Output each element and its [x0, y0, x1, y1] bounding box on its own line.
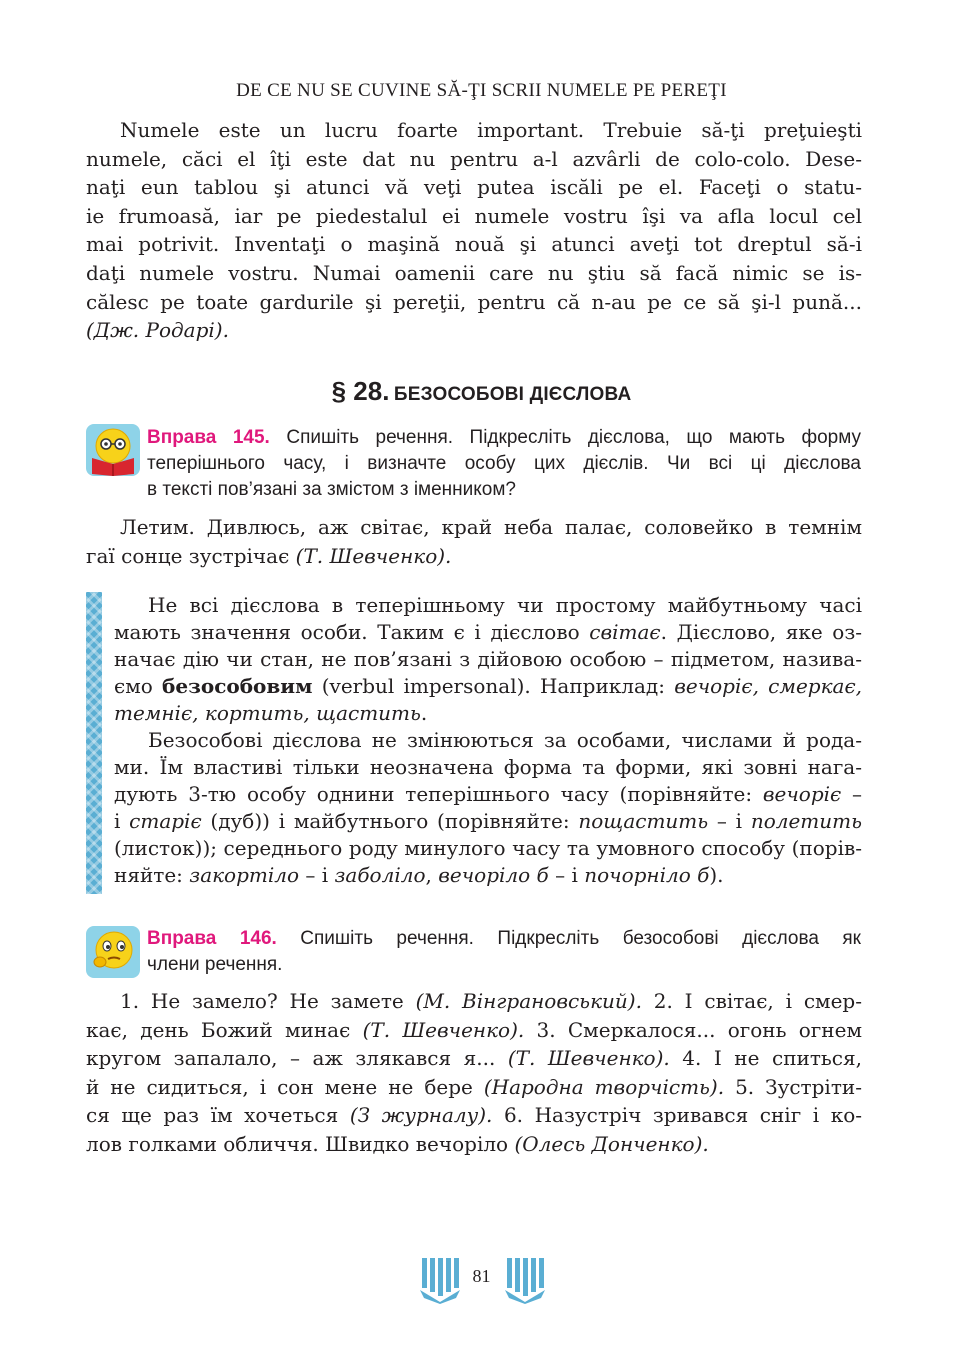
text-line: 1. Не замело? Не замете (М. Вінграновський). 2. І світає, і смер-	[120, 989, 862, 1013]
rule-line: Безособові дієслова не змінюються за особами, числами й рода-	[148, 728, 862, 752]
exercise-145-line: Вправа 145. Спишіть речення. Підкресліть дієслова, що мають форму	[147, 427, 862, 448]
rule-marker	[86, 592, 102, 894]
text-line: Летим. Дивлюсь, аж світає, край неба палає, соловейко в темнім	[120, 515, 862, 539]
rule-line: ємо безособовим (verbul impersonal). Наприклад: вечоріє, смеркає,	[114, 674, 863, 698]
exercise-145-line: теперішнього часу, і визначте особу цих дієслів. Чи всі ці дієслова	[147, 453, 861, 474]
romanian-line: mai potrivit. Inventaţi o maşină nouă şi atunci aveţi tot dreptul să-i	[86, 232, 862, 257]
rule-text	[114, 592, 862, 889]
exercise-146-line: Вправа 146. Спишіть речення. Підкресліть безособові дієслова як	[147, 928, 861, 949]
rule-line: начає дію чи стан, не пов’язані з дійовою особою – підметом, назива-	[114, 647, 862, 671]
rule-line: дують 3-тю особу однини теперішнього часу (порівняйте: вечоріє –	[114, 782, 863, 806]
romanian-author: (Дж. Родарі).	[86, 318, 229, 343]
page-number: 81	[472, 1266, 491, 1286]
text-line: кає, день Божий минає (Т. Шевченко). 3. Смеркалося... огонь огнем	[86, 1017, 862, 1042]
romanian-title: DE CE NU SE CUVINE SĂ-ŢI SCRII NUMELE PE PEREŢI	[236, 80, 727, 101]
romanian-line: naţi eun tablou şi atunci vă veţi putea iscăli pe el. Faceţi o statu-	[86, 175, 862, 200]
reading-smiley-icon	[86, 424, 140, 476]
rule-line: Не всі дієслова в теперішньому чи простому майбутньому часі	[148, 593, 862, 617]
text-line: кругом запалало, – аж злякався я... (Т. Шевченко). 4. І не спиться,	[86, 1046, 862, 1071]
text-line: гаї сонце зустрічає (Т. Шевченко).	[86, 543, 452, 568]
text-line: й не сидиться, і сон мене не бере (Народна творчість). 5. Зустріти-	[86, 1074, 862, 1099]
thinking-smiley-icon	[86, 926, 140, 978]
rule-line: мають значення особи. Таким є і дієслово світає. Дієслово, яке оз-	[114, 620, 862, 644]
romanian-line: daţi numele vostru. Numai oamenii care nu ştiu să facă nimic se is-	[86, 260, 862, 285]
exercise-146	[147, 926, 861, 978]
rule-line: темніє, кортить, щастить.	[114, 701, 428, 725]
section-number: § 28.	[331, 376, 390, 406]
text-author: (Т. Шевченко).	[295, 543, 452, 568]
text-line: ся ще раз їм хочеться (З журналу). 6. Назустріч зривався сніг і ко-	[86, 1103, 863, 1128]
romanian-line: numele, căci el îţi este dat nu pentru a-l azvârli de colo-colo. Dese-	[86, 146, 862, 171]
embroidery-ornament-icon	[503, 1254, 547, 1308]
romanian-line: ie frumoasă, iar pe piedestalul ei numele vostru îşi va afla locul cel	[86, 203, 862, 228]
section-title: БЕЗОСОБОВІ ДІЄСЛОВА	[393, 384, 632, 405]
section-heading	[0, 376, 963, 407]
rule-line: і старіє (дуб)) і майбутнього (порівняйте: пощастить – і полетить	[114, 809, 863, 833]
romanian-paragraph	[86, 116, 862, 345]
exercise-146-line: члени речення.	[147, 954, 283, 975]
rule-line: няйте: закортіло – і заболіло, вечоріло б – і почорніло б).	[114, 863, 724, 887]
exercise-145-line: в тексті пов’язані за змістом з іменником?	[147, 479, 516, 500]
romanian-line: călesc pe toate gardurile şi pereţii, pentru că n-au pe ce să şi-l pună...	[86, 289, 862, 314]
term-bezosobovym: безособовим	[162, 674, 313, 698]
rule-line: (листок)); середнього роду минулого часу та умовного способу (порів-	[114, 836, 862, 860]
rule-line: ми. Їм властиві тільки неозначена форма та форми, які зовні нага-	[114, 755, 862, 779]
romanian-line: Numele este un lucru foarte important. Trebuie să-ţi preţuieşti	[120, 118, 862, 142]
exercise-146-text	[86, 987, 862, 1159]
exercise-145-text	[86, 513, 862, 570]
exercise-145-label: Вправа 145.	[147, 427, 270, 448]
exercise-145	[147, 425, 861, 503]
exercise-146-label: Вправа 146.	[147, 928, 277, 949]
text-line: лов голками обличчя. Швидко вечоріло (Олесь Донченко).	[86, 1131, 709, 1156]
